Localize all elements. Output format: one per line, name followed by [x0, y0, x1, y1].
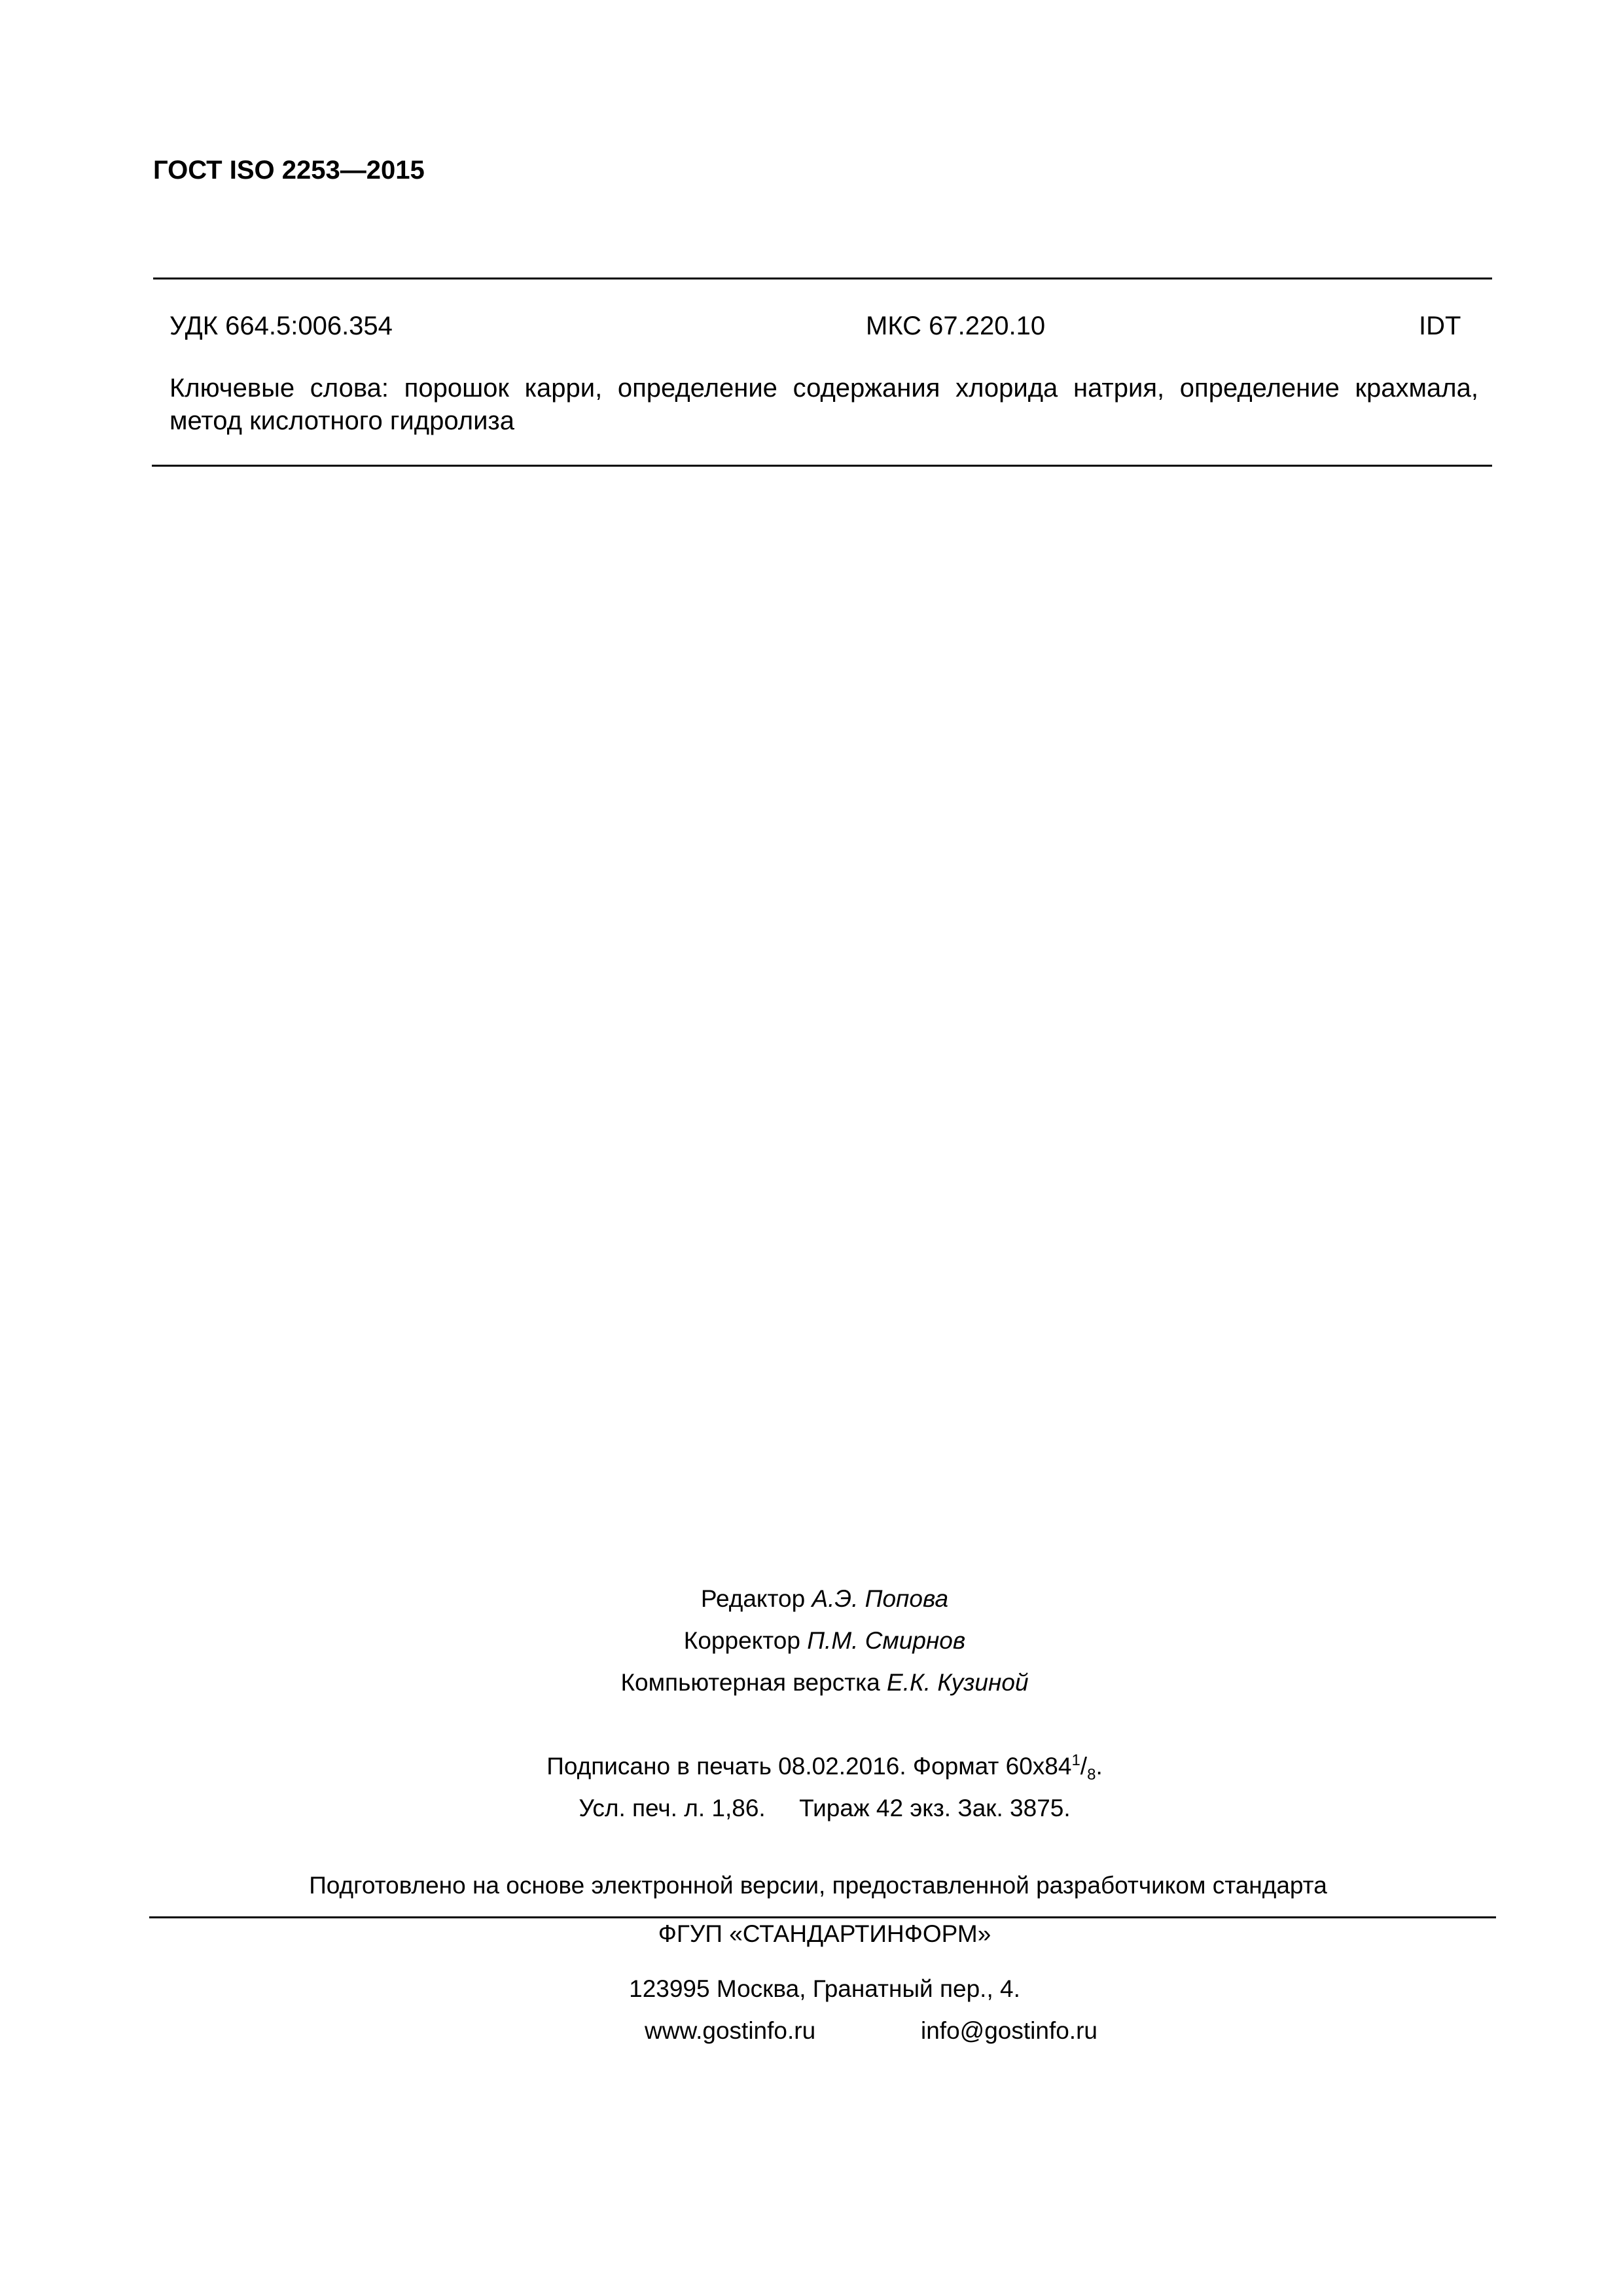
layout-line: [0, 1668, 1623, 1698]
corrector-name: П.М. Смирнов: [807, 1627, 966, 1654]
publisher-rule: [149, 1916, 1496, 1918]
format-slash: /: [1080, 1753, 1088, 1780]
mks-code: МКС 67.220.10: [866, 312, 1046, 340]
corrector-label: Корректор: [683, 1627, 800, 1654]
top-rule: [153, 278, 1492, 279]
corrector-line: [0, 1626, 1623, 1656]
publisher-address: 123995 Москва, Гранатный пер., 4.: [629, 1975, 1020, 2002]
print-stats-line: [0, 1793, 1623, 1823]
keywords-paragraph: Ключевые слова: порошок карри, определение содержания хлорида натрия, определение крахмала, метод кислотного гидролиза: [169, 374, 1478, 435]
layout-name: Е.К. Кузиной: [887, 1669, 1029, 1696]
editor-line: [0, 1584, 1623, 1614]
editor-label: Редактор: [700, 1585, 806, 1612]
publisher-name: ФГУП «СТАНДАРТИНФОРМ»: [658, 1920, 991, 1947]
website-link[interactable]: www.gostinfo.ru: [645, 2017, 816, 2044]
harmonization-degree: IDT: [1419, 312, 1461, 340]
prepared-note: Подготовлено на основе электронной версии, предоставленной разработчиком стандарта: [309, 1872, 1327, 1899]
signed-text: Подписано в печать 08.02.2016. Формат 60x84: [546, 1753, 1072, 1780]
signed-line: [0, 1751, 1623, 1782]
keywords-bottom-rule: [152, 465, 1492, 467]
circulation: Тираж 42 экз. Зак. 3875.: [799, 1795, 1071, 1821]
format-period: .: [1096, 1753, 1103, 1780]
printed-sheets: Усл. печ. л. 1,86.: [579, 1795, 766, 1821]
format-numerator: 1: [1071, 1751, 1080, 1769]
udk-code: УДК 664.5:006.354: [169, 312, 393, 340]
email-link[interactable]: info@gostinfo.ru: [921, 2017, 1097, 2044]
editor-name: А.Э. Попова: [812, 1585, 949, 1612]
document-code: ГОСТ ISO 2253—2015: [153, 156, 425, 185]
format-denominator: 8: [1087, 1766, 1096, 1784]
layout-label: Компьютерная верстка: [620, 1669, 880, 1696]
